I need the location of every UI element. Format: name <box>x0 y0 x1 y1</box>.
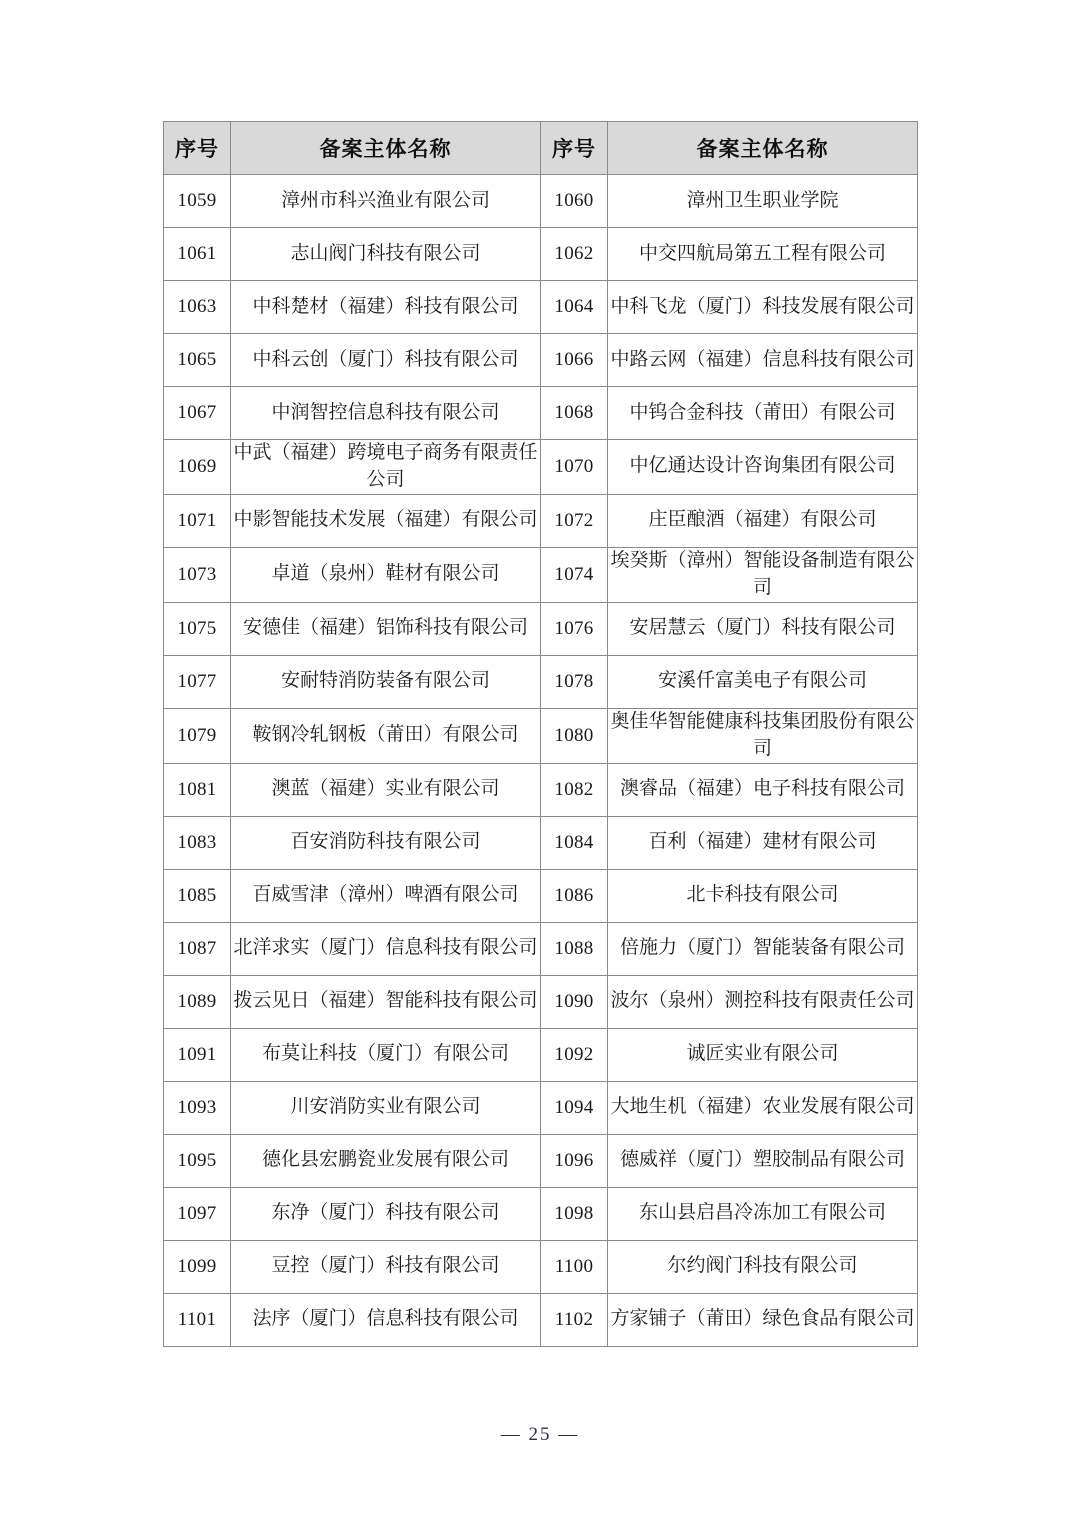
cell-name-left-text: 澳蓝（福建）实业有限公司 <box>271 778 500 800</box>
table-header-row <box>164 122 918 175</box>
table-row <box>164 175 918 228</box>
cell-seq-left <box>164 708 231 763</box>
cell-name-left-text: 拨云见日（福建）智能科技有限公司 <box>233 990 538 1012</box>
cell-seq-right-text: 1082 <box>554 778 594 800</box>
cell-seq-right <box>541 975 608 1028</box>
cell-name-right-text: 东山县启昌冷冻加工有限公司 <box>638 1202 886 1224</box>
cell-seq-right-text: 1090 <box>554 990 594 1012</box>
cell-seq-left-text: 1095 <box>177 1149 217 1171</box>
cell-name-right <box>608 440 918 495</box>
table-row <box>164 1028 918 1081</box>
cell-name-right-text: 安居慧云（厦门）科技有限公司 <box>629 617 896 639</box>
cell-name-left-text: 北洋求实（厦门）信息科技有限公司 <box>233 937 538 959</box>
cell-seq-left <box>164 334 231 387</box>
cell-seq-left-text: 1059 <box>177 190 217 211</box>
cell-seq-left-text: 1089 <box>177 990 217 1012</box>
cell-seq-left-text: 1075 <box>177 617 217 639</box>
cell-seq-left-text: 1093 <box>177 1096 217 1118</box>
column-header-name-right: 备案主体名称 <box>608 122 918 175</box>
cell-seq-right <box>541 1028 608 1081</box>
cell-name-right-text: 尔约阀门科技有限公司 <box>667 1255 858 1277</box>
cell-name-left-text: 中影智能技术发展（福建）有限公司 <box>233 509 538 531</box>
table-body <box>164 175 918 1347</box>
cell-seq-right <box>541 816 608 869</box>
cell-name-left-text: 中武（福建）跨境电子商务有限责任公司 <box>233 442 538 490</box>
cell-seq-right <box>541 175 608 228</box>
cell-name-right-text: 波尔（泉州）测控科技有限责任公司 <box>610 990 915 1012</box>
cell-name-left-text: 德化县宏鹏瓷业发展有限公司 <box>261 1149 509 1171</box>
cell-seq-right-text: 1100 <box>554 1255 594 1277</box>
cell-name-right-text: 中钨合金科技（莆田）有限公司 <box>629 401 896 423</box>
cell-name-right <box>608 869 918 922</box>
table-row <box>164 763 918 816</box>
table-row <box>164 975 918 1028</box>
cell-seq-right-text: 1070 <box>554 455 594 477</box>
page-number: — 25 — <box>500 1424 580 1445</box>
cell-name-right-text: 安溪仟富美电子有限公司 <box>657 670 867 692</box>
cell-seq-right <box>541 655 608 708</box>
cell-seq-left-text: 1073 <box>177 563 217 585</box>
cell-seq-right-text: 1076 <box>554 617 594 639</box>
table-row <box>164 387 918 440</box>
cell-seq-left-text: 1065 <box>177 349 217 370</box>
cell-name-left-text: 布莫让科技（厦门）有限公司 <box>261 1043 509 1065</box>
cell-name-right <box>608 816 918 869</box>
cell-seq-right-text: 1064 <box>554 296 594 317</box>
cell-name-right-text: 百利（福建）建材有限公司 <box>648 831 877 853</box>
table-row <box>164 281 918 334</box>
cell-name-right <box>608 228 918 281</box>
cell-name-left <box>231 228 541 281</box>
cell-name-left-text: 法序（厦门）信息科技有限公司 <box>252 1308 519 1330</box>
column-header-seq-right: 序号 <box>541 122 608 175</box>
cell-seq-right-text: 1102 <box>554 1308 594 1330</box>
cell-name-right <box>608 1293 918 1346</box>
cell-seq-right <box>541 1293 608 1346</box>
cell-seq-left <box>164 869 231 922</box>
cell-name-left <box>231 494 541 547</box>
cell-name-left <box>231 1293 541 1346</box>
cell-name-right-text: 倍施力（厦门）智能装备有限公司 <box>619 937 905 959</box>
cell-seq-left-text: 1097 <box>177 1202 217 1224</box>
table-row <box>164 440 918 495</box>
cell-name-right <box>608 175 918 228</box>
cell-seq-right-text: 1098 <box>554 1202 594 1224</box>
cell-name-right <box>608 1028 918 1081</box>
cell-name-left-text: 中科云创（厦门）科技有限公司 <box>252 348 519 370</box>
cell-seq-left-text: 1091 <box>177 1043 217 1065</box>
cell-seq-right-text: 1068 <box>554 402 594 423</box>
cell-name-right <box>608 975 918 1028</box>
cell-name-left-text: 志山阀门科技有限公司 <box>290 242 481 264</box>
cell-name-right-text: 中路云网（福建）信息科技有限公司 <box>610 348 915 370</box>
table-row <box>164 869 918 922</box>
cell-seq-left-text: 1067 <box>177 402 217 423</box>
table-row <box>164 334 918 387</box>
cell-seq-left <box>164 1293 231 1346</box>
cell-seq-right <box>541 602 608 655</box>
cell-name-left <box>231 334 541 387</box>
cell-seq-left <box>164 602 231 655</box>
table-row <box>164 816 918 869</box>
cell-name-right <box>608 1240 918 1293</box>
cell-seq-right <box>541 494 608 547</box>
cell-name-left <box>231 708 541 763</box>
cell-seq-left <box>164 816 231 869</box>
cell-seq-left-text: 1077 <box>177 670 217 692</box>
cell-name-right <box>608 763 918 816</box>
cell-name-left-text: 鞍钢冷轧钢板（莆田）有限公司 <box>252 724 519 746</box>
cell-name-left <box>231 655 541 708</box>
cell-name-left-text: 卓道（泉州）鞋材有限公司 <box>271 563 500 585</box>
cell-name-right-text: 方家铺子（莆田）绿色食品有限公司 <box>610 1308 915 1330</box>
cell-seq-right <box>541 763 608 816</box>
cell-name-right <box>608 547 918 602</box>
cell-name-right <box>608 708 918 763</box>
cell-name-left-text: 百安消防科技有限公司 <box>290 831 481 853</box>
cell-name-left-text: 安耐特消防装备有限公司 <box>280 670 490 692</box>
cell-seq-left <box>164 1081 231 1134</box>
cell-name-right <box>608 281 918 334</box>
cell-seq-right <box>541 1187 608 1240</box>
cell-name-left-text: 漳州市科兴渔业有限公司 <box>280 189 490 211</box>
table-row <box>164 922 918 975</box>
cell-seq-right-text: 1096 <box>554 1149 594 1171</box>
cell-name-left <box>231 975 541 1028</box>
column-header-seq-left: 序号 <box>164 122 231 175</box>
cell-seq-left <box>164 922 231 975</box>
cell-name-left-text: 川安消防实业有限公司 <box>290 1096 481 1118</box>
cell-name-left <box>231 1028 541 1081</box>
cell-name-left-text: 百威雪津（漳州）啤酒有限公司 <box>252 884 519 906</box>
cell-seq-right-text: 1084 <box>554 831 594 853</box>
cell-seq-right <box>541 1081 608 1134</box>
cell-name-right-text: 大地生机（福建）农业发展有限公司 <box>610 1096 915 1118</box>
cell-seq-left-text: 1101 <box>177 1308 217 1330</box>
cell-seq-right-text: 1094 <box>554 1096 594 1118</box>
cell-name-left-text: 安德佳（福建）铝饰科技有限公司 <box>242 617 528 639</box>
table-row <box>164 655 918 708</box>
cell-name-right <box>608 334 918 387</box>
cell-name-right-text: 庄臣酿酒（福建）有限公司 <box>648 509 877 531</box>
cell-name-left-text: 东净（厦门）科技有限公司 <box>271 1202 500 1224</box>
table-row <box>164 1293 918 1346</box>
cell-name-left <box>231 1240 541 1293</box>
cell-seq-right <box>541 1134 608 1187</box>
cell-seq-left <box>164 1240 231 1293</box>
cell-name-right-text: 漳州卫生职业学院 <box>686 189 839 211</box>
cell-name-right-text: 澳睿品（福建）电子科技有限公司 <box>619 778 905 800</box>
table-row <box>164 228 918 281</box>
registry-table-container <box>163 121 917 1347</box>
cell-name-left <box>231 440 541 495</box>
cell-name-right <box>608 922 918 975</box>
table-row <box>164 494 918 547</box>
registry-table <box>163 121 918 1347</box>
cell-name-right <box>608 602 918 655</box>
cell-seq-left-text: 1081 <box>177 778 217 800</box>
cell-seq-left-text: 1071 <box>177 509 217 531</box>
cell-seq-left <box>164 494 231 547</box>
table-row <box>164 1081 918 1134</box>
cell-name-right-text: 奥佳华智能健康科技集团股份有限公司 <box>610 710 915 759</box>
cell-seq-left <box>164 547 231 602</box>
cell-seq-right-text: 1060 <box>554 190 594 211</box>
cell-name-right-text: 中交四航局第五工程有限公司 <box>638 242 886 264</box>
cell-seq-left <box>164 175 231 228</box>
cell-seq-left-text: 1069 <box>177 455 217 477</box>
cell-seq-right-text: 1078 <box>554 670 594 692</box>
cell-name-left-text: 中润智控信息科技有限公司 <box>271 401 500 423</box>
cell-name-right-text: 北卡科技有限公司 <box>686 884 839 906</box>
cell-name-left <box>231 1134 541 1187</box>
cell-name-right <box>608 387 918 440</box>
table-header <box>164 122 918 175</box>
cell-seq-left <box>164 387 231 440</box>
table-row <box>164 1240 918 1293</box>
cell-name-right <box>608 1134 918 1187</box>
cell-seq-right <box>541 922 608 975</box>
table-row <box>164 708 918 763</box>
cell-seq-right <box>541 869 608 922</box>
cell-seq-right <box>541 228 608 281</box>
cell-name-left-text: 中科楚材（福建）科技有限公司 <box>252 295 519 317</box>
cell-seq-left <box>164 975 231 1028</box>
table-row <box>164 1187 918 1240</box>
cell-seq-right <box>541 708 608 763</box>
cell-name-left <box>231 869 541 922</box>
cell-seq-right <box>541 1240 608 1293</box>
cell-seq-left-text: 1061 <box>177 243 217 264</box>
cell-seq-left <box>164 440 231 495</box>
cell-name-left <box>231 281 541 334</box>
cell-name-right <box>608 1081 918 1134</box>
cell-seq-left <box>164 228 231 281</box>
cell-seq-right <box>541 440 608 495</box>
cell-name-left <box>231 816 541 869</box>
cell-name-left <box>231 387 541 440</box>
cell-seq-right-text: 1072 <box>554 509 594 531</box>
cell-name-left <box>231 1187 541 1240</box>
column-header-name-left: 备案主体名称 <box>231 122 541 175</box>
cell-seq-right-text: 1080 <box>554 724 594 746</box>
cell-name-left-text: 豆控（厦门）科技有限公司 <box>271 1255 500 1277</box>
cell-seq-left <box>164 1187 231 1240</box>
table-row <box>164 602 918 655</box>
cell-seq-left-text: 1079 <box>177 724 217 746</box>
cell-seq-right <box>541 387 608 440</box>
cell-seq-right <box>541 281 608 334</box>
cell-seq-right <box>541 334 608 387</box>
cell-seq-left-text: 1083 <box>177 831 217 853</box>
cell-seq-left <box>164 655 231 708</box>
cell-seq-right-text: 1062 <box>554 243 594 264</box>
cell-seq-left <box>164 1134 231 1187</box>
cell-name-right-text: 中亿通达设计咨询集团有限公司 <box>629 455 896 477</box>
cell-seq-left-text: 1085 <box>177 884 217 906</box>
table-row <box>164 547 918 602</box>
cell-seq-left-text: 1063 <box>177 296 217 317</box>
cell-seq-right-text: 1088 <box>554 937 594 959</box>
cell-name-right-text: 德威祥（厦门）塑胶制品有限公司 <box>619 1149 905 1171</box>
cell-name-right-text: 中科飞龙（厦门）科技发展有限公司 <box>610 295 915 317</box>
cell-name-left <box>231 175 541 228</box>
cell-name-left <box>231 922 541 975</box>
cell-name-left <box>231 1081 541 1134</box>
cell-name-left <box>231 602 541 655</box>
table-row <box>164 1134 918 1187</box>
cell-seq-right <box>541 547 608 602</box>
cell-name-right-text: 诚匠实业有限公司 <box>686 1043 839 1065</box>
cell-name-left <box>231 763 541 816</box>
cell-seq-left <box>164 763 231 816</box>
cell-name-right <box>608 1187 918 1240</box>
cell-name-right-text: 埃癸斯（漳州）智能设备制造有限公司 <box>610 549 915 598</box>
cell-seq-left-text: 1087 <box>177 937 217 959</box>
cell-name-right <box>608 494 918 547</box>
cell-seq-right-text: 1066 <box>554 349 594 370</box>
cell-seq-left <box>164 1028 231 1081</box>
cell-seq-right-text: 1086 <box>554 884 594 906</box>
cell-seq-right-text: 1074 <box>554 563 594 585</box>
cell-name-left <box>231 547 541 602</box>
cell-seq-right-text: 1092 <box>554 1043 594 1065</box>
cell-name-right <box>608 655 918 708</box>
cell-seq-left <box>164 281 231 334</box>
cell-seq-left-text: 1099 <box>177 1255 217 1277</box>
